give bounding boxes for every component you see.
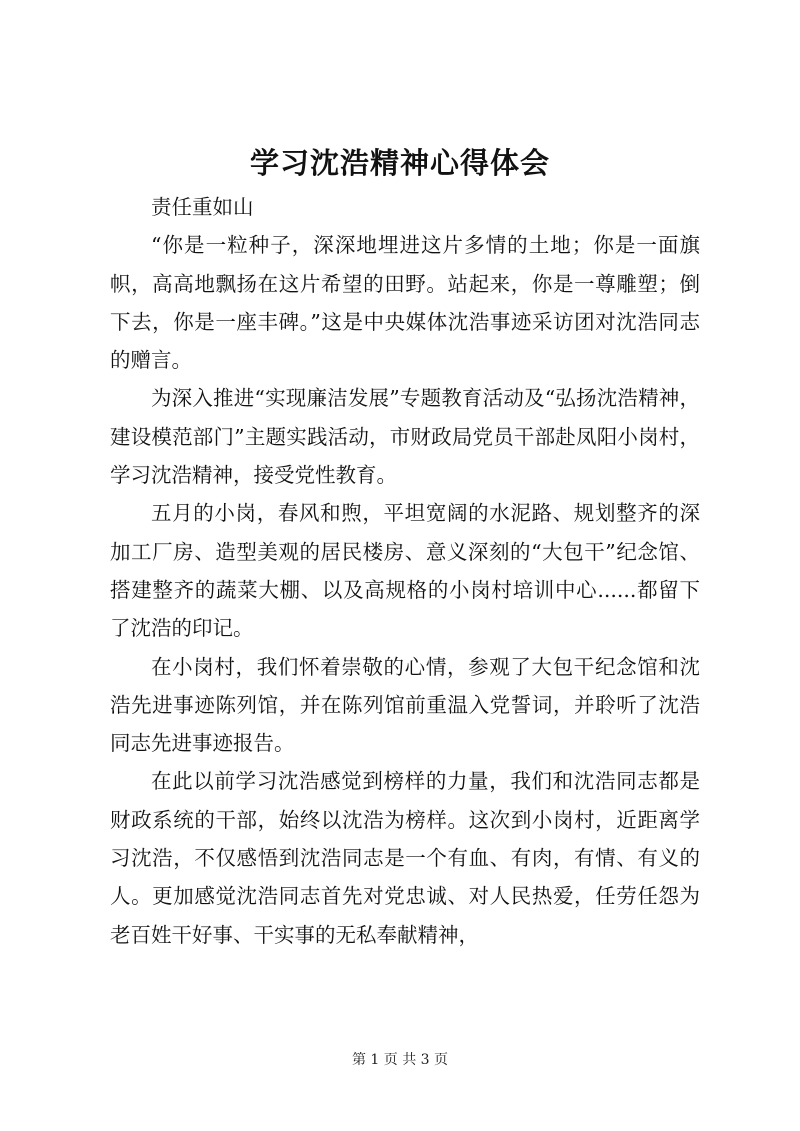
paragraph-quote: “你是一粒种子，深深地埋进这片多情的土地；你是一面旗帜，高高地飘扬在这片希望的田野。站起来，你是一尊雕塑；倒下去，你是一座丰碑。”这是中央媒体沈浩事迹采访团对沈浩同志的赠言。 <box>110 233 700 373</box>
document-title: 学习沈浩精神心得体会 <box>249 146 550 180</box>
paragraph-subtitle: 责任重如山 <box>151 195 254 219</box>
document-body <box>110 188 700 954</box>
paragraph-activity: 为深入推进“实现廉洁发展”专题教育活动及“弘扬沈浩精神，建设模范部门”主题实践活动，市财政局党员干部赴凤阳小岗村，学习沈浩精神，接受党性教育。 <box>110 386 700 488</box>
paragraph-visit: 在小岗村，我们怀着崇敬的心情，参观了大包干纪念馆和沈浩先进事迹陈列馆，并在陈列馆前重温入党誓词，并聆听了沈浩同志先进事迹报告。 <box>110 654 700 756</box>
paragraph-reflection: 在此以前学习沈浩感觉到榜样的力量，我们和沈浩同志都是财政系统的干部，始终以沈浩为榜样。这次到小岗村，近距离学习沈浩，不仅感悟到沈浩同志是一个有血、有肉，有情、有义的人。更加感觉沈浩同志首先对党忠诚、对人民热爱，任劳任怨为老百姓干好事、干实事的无私奉献精神， <box>110 769 700 947</box>
paragraph-xiaogang-may: 五月的小岗，春风和煦，平坦宽阔的水泥路、规划整齐的深加工厂房、造型美观的居民楼房、意义深刻的“大包干”纪念馆、搭建整齐的蔬菜大棚、以及高规格的小岗村培训中心......都留下了沈浩的印记。 <box>110 501 700 641</box>
page-number-footer: 第 1 页 共 3 页 <box>351 1052 449 1068</box>
